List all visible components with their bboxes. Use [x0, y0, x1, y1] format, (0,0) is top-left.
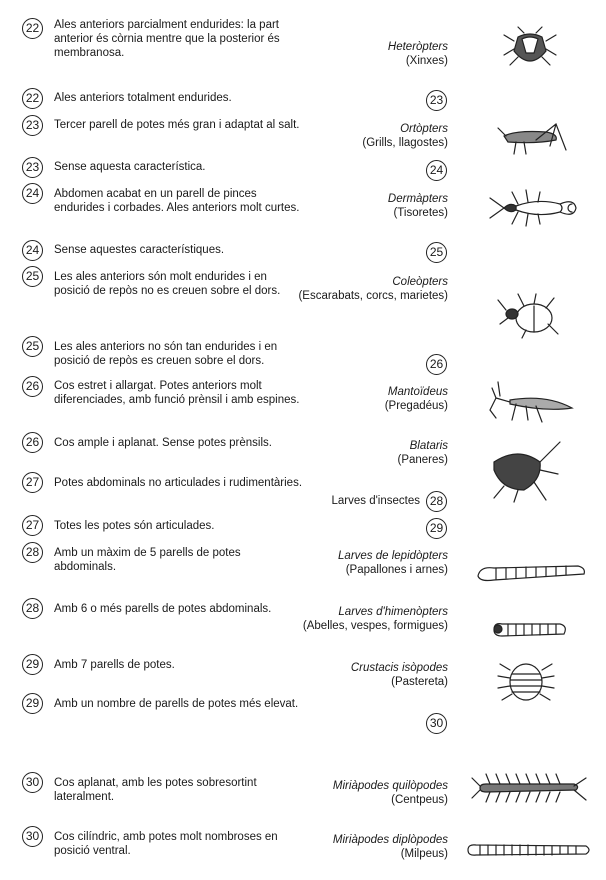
taxon-label: Dermàpters (Tisoretes)	[387, 193, 448, 219]
taxon-label: Ortòpters (Grills, llagostes)	[362, 123, 448, 149]
couplet-number: 25	[22, 266, 43, 287]
centipede-icon	[470, 770, 590, 806]
entry-description: Amb un màxim de 5 parells de potes abdominals.	[54, 547, 241, 573]
couplet-number: 22	[22, 88, 43, 109]
couplet-number: 27	[22, 515, 43, 536]
couplet-number: 29	[22, 654, 43, 675]
couplet-number: 23	[22, 115, 43, 136]
caterpillar-icon	[474, 558, 589, 586]
sawfly-larva-icon	[490, 618, 570, 642]
taxon-label: Mantoïdeus (Pregadéus)	[384, 386, 448, 412]
cockroach-icon	[484, 440, 564, 505]
earwig-icon	[488, 188, 583, 228]
couplet-number: 26	[22, 432, 43, 453]
taxon-label: Coleòpters (Escarabats, corcs, marietes)	[298, 276, 448, 302]
mantis-icon	[486, 380, 576, 425]
entry-description: Abdomen acabat en un parell de pinces endurides i corbades. Ales anteriors molt curtes.	[54, 188, 300, 214]
go-to-couplet[interactable]: 23	[426, 90, 447, 111]
entry-description: Amb 6 o més parells de potes abdominals.	[54, 603, 272, 615]
couplet-number: 30	[22, 826, 43, 847]
couplet-number: 22	[22, 18, 43, 39]
entry-description: Cos estret i allargat. Potes anteriors molt diferenciades, amb funció prènsil i amb espines.	[54, 380, 300, 406]
taxon-label: Crustacis isòpodes (Pastereta)	[350, 662, 448, 688]
couplet-number: 24	[22, 240, 43, 261]
entry-description: Cos cilíndric, amb potes molt nombroses en posició ventral.	[54, 831, 278, 857]
entry-description: Potes abdominals no articulades i rudimentàries.	[54, 477, 303, 489]
entry-description: Les ales anteriors són molt endurides i en posició de repòs no es creuen sobre el dors.	[54, 271, 281, 297]
couplet-number: 29	[22, 693, 43, 714]
taxon-label: Miriàpodes quilòpodes (Centpeus)	[332, 780, 448, 806]
entry-description: Ales anteriors totalment endurides.	[54, 92, 232, 104]
couplet-number: 28	[22, 598, 43, 619]
shield-bug-icon	[500, 25, 560, 75]
taxon-label: Miriàpodes diplòpodes (Milpeus)	[332, 834, 448, 860]
entry-description: Amb 7 parells de potes.	[54, 659, 175, 671]
go-to-couplet[interactable]: 29	[426, 518, 447, 539]
woodlouse-icon	[496, 660, 556, 705]
millipede-icon	[464, 840, 594, 860]
taxon-label: Larves de lepidòpters (Papallones i arnes)	[338, 550, 448, 576]
taxon-label: Larves d'insectes	[331, 495, 420, 507]
couplet-number: 28	[22, 542, 43, 563]
grasshopper-icon	[496, 120, 571, 160]
entry-description: Amb un nombre de parells de potes més elevat.	[54, 698, 299, 710]
couplet-number: 23	[22, 157, 43, 178]
taxon-label: Larves d'himenòpters (Abelles, vespes, formigues)	[302, 606, 448, 632]
entry-description: Sense aquestes característiques.	[54, 244, 225, 256]
go-to-couplet[interactable]: 25	[426, 242, 447, 263]
entry-description: Cos ample i aplanat. Sense potes prènsils.	[54, 437, 272, 449]
entry-description: Sense aquesta característica.	[54, 161, 206, 173]
go-to-couplet[interactable]: 24	[426, 160, 447, 181]
entry-description: Totes les potes són articulades.	[54, 520, 215, 532]
entry-description: Tercer parell de potes més gran i adaptat al salt.	[54, 119, 300, 131]
beetle-icon	[496, 290, 566, 340]
entry-description: Cos aplanat, amb les potes sobresortint lateralment.	[54, 777, 257, 803]
couplet-number: 30	[22, 772, 43, 793]
go-to-couplet[interactable]: 28	[426, 491, 447, 512]
couplet-number: 25	[22, 336, 43, 357]
couplet-number: 26	[22, 376, 43, 397]
couplet-number: 27	[22, 472, 43, 493]
couplet-number: 24	[22, 183, 43, 204]
entry-description: Ales anteriors parcialment endurides: la part anterior és còrnia mentre que la posterior és membranosa.	[54, 19, 280, 59]
taxon-label: Blataris (Paneres)	[397, 440, 448, 466]
go-to-couplet[interactable]: 26	[426, 354, 447, 375]
go-to-couplet[interactable]: 30	[426, 713, 447, 734]
taxon-label: Heteròpters (Xinxes)	[387, 41, 448, 67]
entry-description: Les ales anteriors no són tan endurides i en posició de repòs es creuen sobre el dors.	[54, 341, 278, 367]
